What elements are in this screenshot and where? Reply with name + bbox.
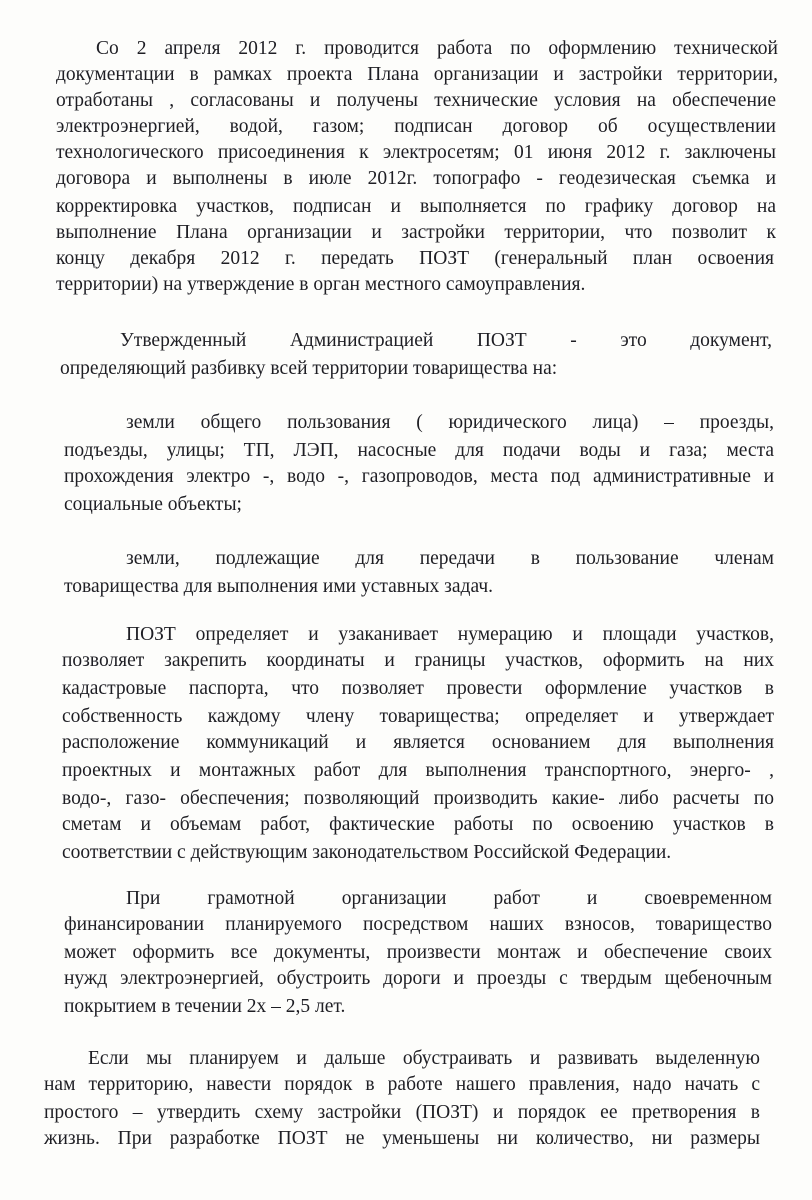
text-line: территории) на утверждение в орган местного самоуправления. <box>56 274 586 295</box>
text-line: социальные объекты; <box>64 494 242 515</box>
text-line: концу декабря 2012 г. передать ПОЗТ (генеральный план освоения <box>56 248 774 269</box>
text-line: может оформить все документы, произвести монтаж и обеспечение своих <box>64 942 772 963</box>
text-line: собственность каждому члену товарищества; определяет и утверждает <box>62 706 774 727</box>
text-line: документации в рамках проекта Плана организации и застройки территории, <box>56 64 778 85</box>
text-line: земли общего пользования ( юридического лица) – проезды, <box>126 412 774 433</box>
text-line: При грамотной организации работ и своевременном <box>126 888 772 909</box>
text-line: корректировка участков, подписан и выполняется по графику договор на <box>56 196 776 217</box>
text-line: прохождения электро -, водо -, газопроводов, места под административные и <box>64 466 774 487</box>
text-line: нам территорию, навести порядок в работе нашего правления, надо начать с <box>44 1074 760 1095</box>
text-line: товарищества для выполнения ими уставных задач. <box>64 576 493 597</box>
text-line: ПОЗТ определяет и узаканивает нумерацию и площади участков, <box>126 624 774 645</box>
text-line: Утвержденный Администрацией ПОЗТ - это документ, <box>120 330 772 351</box>
text-line: расположение коммуникаций и является основанием для выполнения <box>62 732 774 753</box>
text-line: земли, подлежащие для передачи в пользование членам <box>126 548 774 569</box>
text-line: определяющий разбивку всей территории товарищества на: <box>60 358 558 379</box>
text-line: отработаны , согласованы и получены технические условия на обеспечение <box>56 90 776 111</box>
text-line: нужд электроэнергией, обустроить дороги и проезды с твердым щебеночным <box>64 968 772 989</box>
text-line: технологического присоединения к электросетям; 01 июня 2012 г. заключены <box>56 142 776 163</box>
text-line: простого – утвердить схему застройки (ПОЗТ) и порядок ее претворения в <box>44 1102 760 1123</box>
text-line: договора и выполнены в июле 2012г. топографо - геодезическая съемка и <box>56 168 776 189</box>
text-line: сметам и объемам работ, фактические работы по освоению участков в <box>62 814 774 835</box>
text-line: выполнение Плана организации и застройки территории, что позволит к <box>56 222 776 243</box>
text-line: жизнь. При разработке ПОЗТ не уменьшены ни количество, ни размеры <box>44 1128 760 1149</box>
text-line: электроэнергией, водой, газом; подписан договор об осуществлении <box>56 116 776 137</box>
text-line: водо-, газо- обеспечения; позволяющий производить какие- либо расчеты по <box>62 788 774 809</box>
text-line: подъезды, улицы; ТП, ЛЭП, насосные для подачи воды и газа; места <box>64 440 774 461</box>
text-line: Если мы планируем и дальше обустраивать и развивать выделенную <box>88 1048 760 1069</box>
text-line: Со 2 апреля 2012 г. проводится работа по оформлению технической <box>96 38 778 59</box>
text-line: финансировании планируемого посредством наших взносов, товарищество <box>64 914 772 935</box>
text-line: позволяет закрепить координаты и границы участков, оформить на них <box>62 650 774 671</box>
text-line: соответствии с действующим законодательством Российской Федерации. <box>62 842 672 863</box>
text-line: кадастровые паспорта, что позволяет провести оформление участков в <box>62 678 774 699</box>
text-line: покрытием в течении 2х – 2,5 лет. <box>64 996 346 1017</box>
text-line: проектных и монтажных работ для выполнения транспортного, энерго- , <box>62 760 774 781</box>
